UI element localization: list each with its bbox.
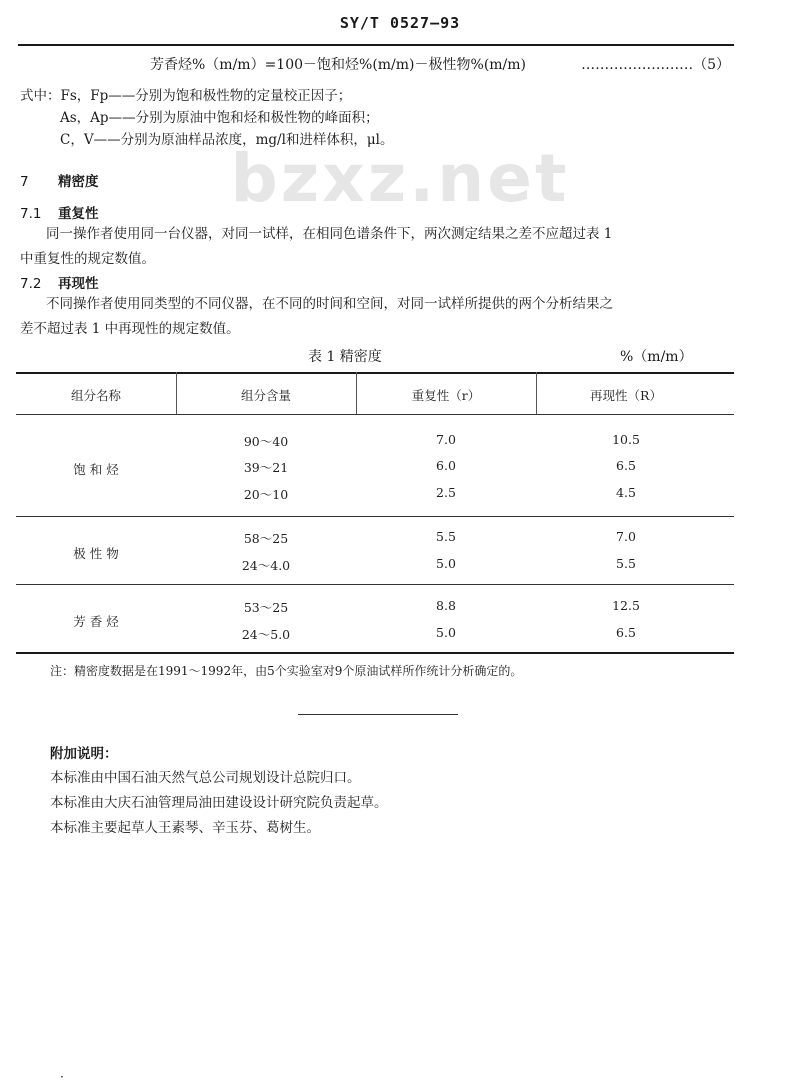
table-header-rule [16,414,734,415]
equation-5 [150,54,730,74]
appendix-title: 附加说明： [50,746,118,762]
watermark: bzxz.net [230,140,570,217]
end-rule [298,714,458,715]
where-line-3: C，V——分别为原油样品浓度，mg/l和进样体积，μl。 [60,132,394,148]
header-rule [18,44,734,46]
group-name: 极 性 物 [73,546,119,561]
table-cell: 6.5 [616,625,636,640]
equation-text: 芳香烃%（m/m）=100－饱和烃%(m/m)－极性物%(m/m) [150,57,527,73]
table-cell: 7.0 [616,529,636,544]
table-bottom-rule [16,652,734,654]
group-divider-rule [16,584,734,585]
table-cell: 12.5 [612,598,640,613]
appendix-line-2: 本标准由大庆石油管理局油田建设设计研究院负责起草。 [50,795,388,811]
section-7-title: 精密度 [58,174,99,190]
appendix-line-1: 本标准由中国石油天然气总公司规划设计总院归口。 [50,770,361,786]
table-cell: 24～4.0 [241,558,291,573]
table-top-rule [16,372,734,374]
section-7-2-number: 7.2 [20,276,42,292]
where-intro: 式中： [20,88,61,104]
group-name: 饱 和 烃 [73,462,119,477]
group-name: 芳 香 烃 [73,614,119,629]
table-cell: 8.8 [436,598,456,613]
section-7-1-line-2: 中重复性的规定数值。 [20,251,155,267]
where-line-2: As，Ap——分别为原油中饱和烃和极性物的峰面积； [60,110,379,126]
document-code: SY/T 0527—93 [339,14,461,32]
section-7-1-heading [20,202,99,222]
table-cell: 90～40 [243,434,289,449]
table-cell: 4.5 [616,485,636,500]
column-header-reproducibility: 再现性（R） [590,388,662,403]
section-7-2-title: 再现性 [58,276,99,292]
equation-number: ……………………（5） [581,57,730,73]
section-7-1-title: 重复性 [58,206,99,222]
section-7-2-line-1: 不同操作者使用同类型的不同仪器，在不同的时间和空间，对同一试样所提供的两个分析结果之 [46,296,613,312]
table-cell: 5.0 [436,625,456,640]
table-unit: %（m/m） [620,349,693,365]
table-cell: 6.5 [616,458,636,473]
section-7-1-number: 7.1 [20,206,42,222]
section-7-2-line-2: 差不超过表 1 中再现性的规定数值。 [20,321,240,337]
where-line-1-text: Fs，Fp——分别为饱和极性物的定量校正因子； [60,88,352,104]
section-7-1-line-1: 同一操作者使用同一台仪器，对同一试样，在相同色谱条件下，两次测定结果之差不应超过表 1 [46,226,613,242]
table-title: 表 1 精密度 [308,349,382,365]
where-line-1 [20,84,351,104]
section-7-1-paragraph [20,222,740,272]
column-header-repeatability: 重复性（r） [411,388,481,403]
column-header-component: 组分名称 [70,388,121,403]
table-cell: 5.5 [436,529,456,544]
table-cell: 5.5 [616,556,636,571]
table-cell: 20～10 [243,487,289,502]
section-7-2-heading [20,272,99,292]
table-cell: 53～25 [243,600,289,615]
group-divider-rule [16,516,734,517]
table-cell: 10.5 [612,432,640,447]
table-cell: 2.5 [436,485,456,500]
section-7-number: 7 [20,174,29,190]
table-cell: 58～25 [243,531,289,546]
table-cell: 24～5.0 [241,627,291,642]
table-cell: 39～21 [243,460,289,475]
table-cell: 7.0 [436,432,456,447]
column-header-content: 组分含量 [240,388,291,403]
table-cell: 5.0 [436,556,456,571]
table-note: 注：精密度数据是在1991～1992年，由5个实验室对9个原油试样所作统计分析确定的。 [50,664,523,678]
section-7-heading [20,170,99,190]
appendix-line-3: 本标准主要起草人王素琴、辛玉芬、葛树生。 [50,820,320,836]
section-7-2-paragraph [20,292,740,342]
page-mark: · [60,1070,64,1084]
table-cell: 6.0 [436,458,456,473]
